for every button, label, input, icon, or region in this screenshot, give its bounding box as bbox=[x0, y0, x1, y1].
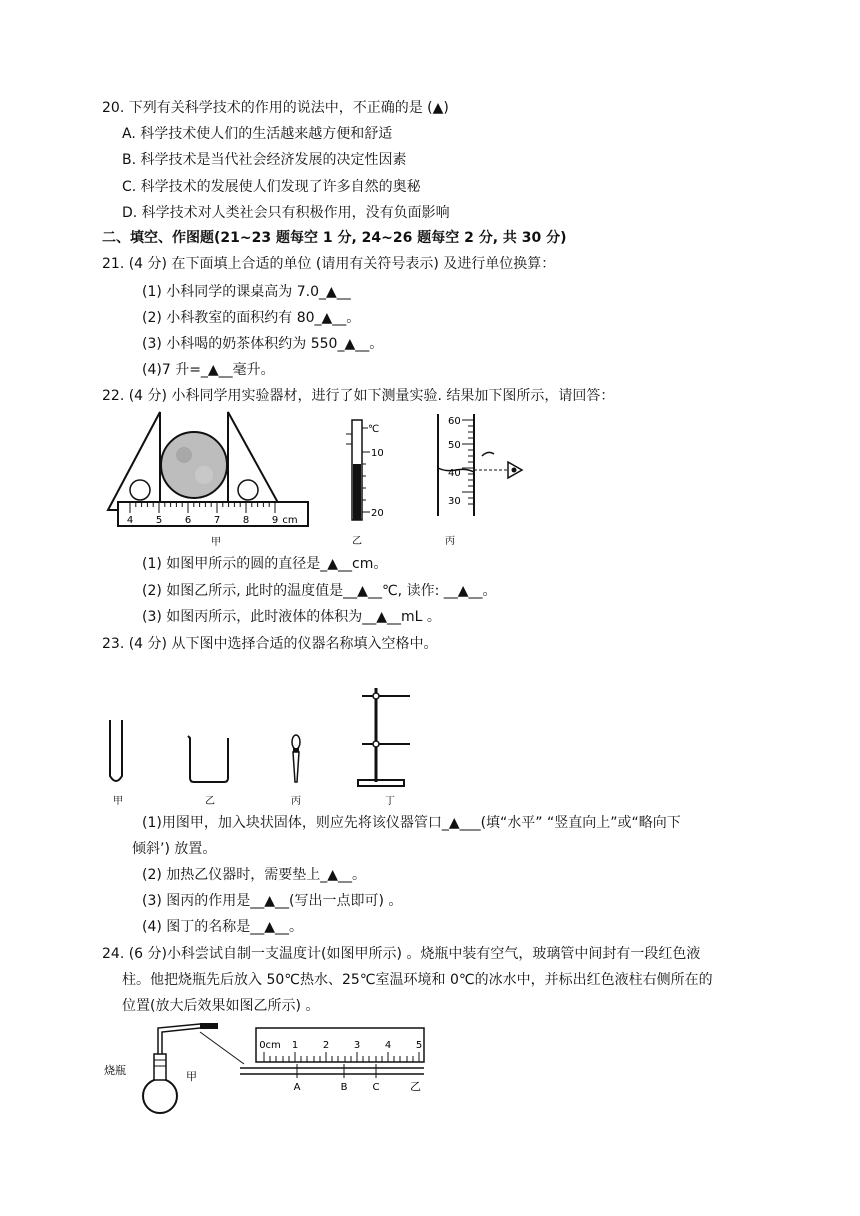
q24-line-3: 位置(放大后效果如图乙所示) 。 bbox=[122, 998, 320, 1014]
cylinder-tick-50: 50 bbox=[448, 440, 461, 451]
q20-option-b: B. 科学技术是当代社会经济发展的决定性因素 bbox=[122, 152, 407, 168]
flask-label: 烧瓶 bbox=[104, 1064, 126, 1077]
q23-part-3: (3) 图丙的作用是__▲__(写出一点即可) 。 bbox=[142, 893, 403, 909]
q22-part-2: (2) 如图乙所示, 此时的温度值是__▲__℃, 读作: __▲__。 bbox=[142, 583, 497, 599]
q20-stem: 20. 下列有关科学技术的作用的说法中，不正确的是 (▲) bbox=[102, 100, 449, 116]
q23-figure bbox=[100, 660, 440, 808]
q24-figure bbox=[104, 1020, 430, 1124]
fig-label-bing: 丙 bbox=[291, 796, 301, 807]
q24-line-1: 24. (6 分)小科尝试自制一支温度计(如图甲所示) 。烧瓶中装有空气，玻璃管中间封有一段红色液 bbox=[102, 946, 701, 962]
mark-b: B bbox=[340, 1082, 348, 1093]
q20-option-a: A. 科学技术使人们的生活越来越方便和舒适 bbox=[122, 126, 393, 142]
thermo-tick-10: 10 bbox=[371, 448, 384, 459]
ruler-tick-9: 9 bbox=[271, 515, 279, 526]
q24-line-2: 柱。他把烧瓶先后放入 50℃热水、25℃室温环境和 0℃的冰水中，并标出红色液柱右侧所在的 bbox=[122, 972, 713, 988]
q21-part-3: (3) 小科喝的奶茶体积约为 550_▲__。 bbox=[142, 336, 384, 352]
mark-c: C bbox=[372, 1082, 380, 1093]
section-2-heading: 二、填空、作图题(21~23 题每空 1 分, 24~26 题每空 2 分, 共 30 分) bbox=[102, 230, 567, 246]
q23-stem: 23. (4 分) 从下图中选择合适的仪器名称填入空格中。 bbox=[102, 636, 438, 652]
q23-part-2: (2) 加热乙仪器时，需要垫上_▲__。 bbox=[142, 867, 367, 883]
q23-part-4: (4) 图丁的名称是__▲__。 bbox=[142, 919, 304, 935]
q21-part-4: (4)7 升=_▲__毫升。 bbox=[142, 362, 275, 378]
q21-stem: 21. (4 分) 在下面填上合适的单位 (请用有关符号表示) 及进行单位换算： bbox=[102, 256, 556, 272]
q24-ruler-tick-0: 0cm bbox=[259, 1040, 281, 1051]
q22-figure-yi bbox=[332, 416, 392, 548]
q24-ruler-tick-3: 3 bbox=[353, 1040, 361, 1051]
fig-yi: 乙 bbox=[410, 1080, 421, 1093]
ruler-tick-5: 5 bbox=[155, 515, 163, 526]
q24-ruler-tick-2: 2 bbox=[322, 1040, 330, 1051]
q20-option-c: C. 科学技术的发展使人们发现了许多自然的奥秘 bbox=[122, 179, 421, 195]
fig-label-ding: 丁 bbox=[385, 796, 395, 807]
q22-part-1: (1) 如图甲所示的圆的直径是_▲__cm。 bbox=[142, 556, 388, 572]
q22-figure-jia bbox=[104, 410, 314, 550]
q21-part-2: (2) 小科教室的面积约有 80_▲__。 bbox=[142, 310, 361, 326]
fig-label-jia: 甲 bbox=[113, 796, 123, 807]
fig-jia: 甲 bbox=[186, 1070, 197, 1083]
ruler-unit: cm bbox=[282, 515, 298, 526]
mark-a: A bbox=[293, 1082, 301, 1093]
q20-option-d: D. 科学技术对人类社会只有积极作用，没有负面影响 bbox=[122, 205, 450, 221]
q23-part-1-line-1: (1)用图甲，加入块状固体，则应先将该仪器管口_▲___(填“水平” “竖直向上”或“略向下 bbox=[142, 815, 681, 831]
q21-part-1: (1) 小科同学的课桌高为 7.0_▲__ bbox=[142, 284, 351, 300]
ruler-tick-4: 4 bbox=[126, 515, 134, 526]
q24-ruler-tick-4: 4 bbox=[384, 1040, 392, 1051]
fig-label-yi: 乙 bbox=[352, 536, 362, 547]
ruler-tick-6: 6 bbox=[184, 515, 192, 526]
q22-figure-bing bbox=[428, 410, 538, 548]
q24-ruler-tick-5: 5 bbox=[415, 1040, 423, 1051]
q24-ruler-tick-1: 1 bbox=[291, 1040, 299, 1051]
fig-label-bing: 丙 bbox=[445, 536, 455, 547]
q22-part-3: (3) 如图丙所示，此时液体的体积为__▲__mL 。 bbox=[142, 609, 441, 625]
cylinder-tick-30: 30 bbox=[448, 496, 461, 507]
fig-label-jia: 甲 bbox=[211, 537, 221, 548]
thermo-unit: ℃ bbox=[368, 424, 380, 435]
ruler-tick-7: 7 bbox=[213, 515, 221, 526]
q23-part-1-line-2: 倾斜’) 放置。 bbox=[132, 841, 217, 857]
q22-stem: 22. (4 分) 小科同学用实验器材，进行了如下测量实验. 结果加下图所示，请回答： bbox=[102, 388, 615, 404]
thermo-tick-20: 20 bbox=[371, 508, 384, 519]
ruler-tick-8: 8 bbox=[242, 515, 250, 526]
cylinder-tick-60: 60 bbox=[448, 416, 461, 427]
fig-label-yi: 乙 bbox=[205, 796, 215, 807]
cylinder-tick-40: 40 bbox=[448, 468, 461, 479]
